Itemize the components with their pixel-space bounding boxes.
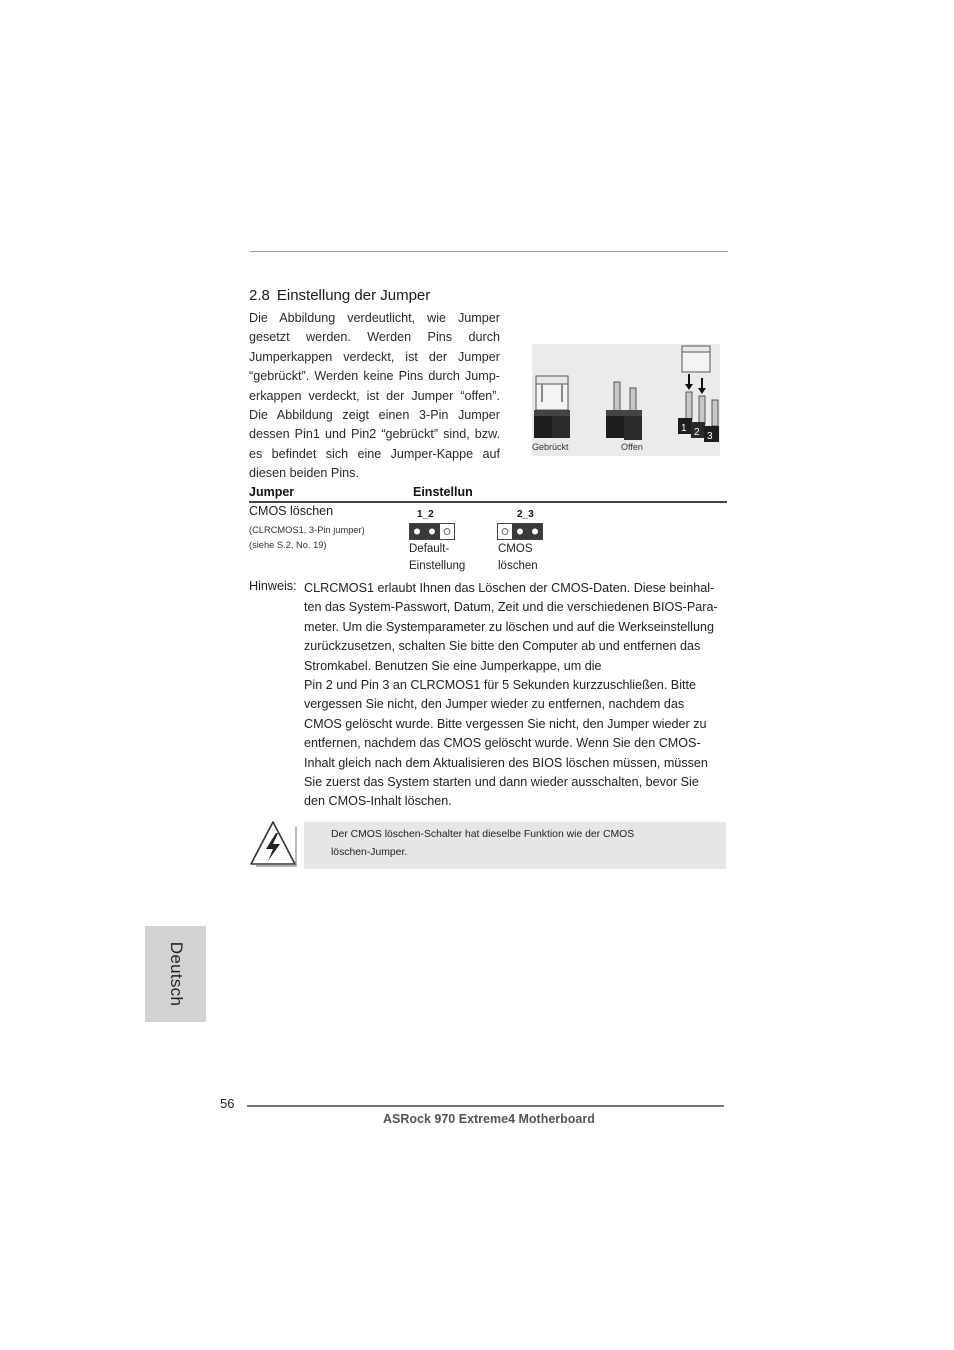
bridged-jumper-drawing [534, 376, 570, 438]
hinweis-line: vergessen Sie nicht, den Jumper wieder zu entfernen, nachdem das [304, 697, 685, 712]
hinweis-line: Stromkabel. Benutzen Sie eine Jumperkappe, um die [304, 658, 602, 673]
three-pin-jumper-drawing [678, 346, 719, 442]
jumper-diagram [532, 344, 720, 456]
hinweis-line: entfernen, nachdem das CMOS gelöscht wurde. Wenn Sie den CMOS- [304, 736, 701, 751]
section-number: 2.8 [249, 287, 270, 304]
row-jumper-name: CMOS löschen [249, 504, 334, 518]
intro-line: es befindet sich eine Jumper-Kappe auf [249, 446, 500, 461]
note-box [304, 822, 726, 869]
pin-number-1: 1 [681, 423, 687, 434]
row-jumper-details [249, 523, 365, 552]
hinweis-line: CMOS gelöscht wurde. Bitte vergessen Sie nicht, den Jumper wieder zu [304, 716, 707, 731]
language-tab-label: Deutsch [166, 941, 186, 1007]
section-heading [249, 287, 430, 304]
pins-label-default: 1_2 [417, 509, 434, 520]
setting-clear-line2: löschen [498, 560, 538, 572]
top-divider [250, 251, 728, 252]
hinweis-line: den CMOS-Inhalt löschen. [304, 794, 452, 809]
label-bridged: Gebrückt [532, 442, 569, 452]
pin-number-2: 2 [694, 427, 700, 438]
table-header-jumper: Jumper [249, 485, 295, 499]
note-text [331, 826, 634, 862]
intro-line: Die Abbildung zeigt einen 3-Pin Jumper [249, 408, 500, 423]
hinweis-paragraph [304, 579, 727, 812]
table-header-rule [249, 501, 727, 503]
table-header-setting: Einstellun [413, 485, 473, 499]
setting-default-line1: Default- [409, 543, 450, 555]
warning-icon [248, 819, 298, 867]
note-line: löschen-Jumper. [331, 847, 408, 858]
intro-line: erkappen verdeckt, ist der Jumper “offen”. [249, 388, 500, 403]
intro-paragraph [249, 309, 500, 484]
hinweis-line: meter. Um die Systemparameter zu löschen und auf die Werkseinstellung [304, 619, 714, 634]
section-title: Einstellung der Jumper [276, 287, 431, 304]
intro-line: diesen beiden Pins. [249, 466, 359, 481]
footer-divider [247, 1105, 724, 1107]
page-number: 56 [220, 1096, 235, 1111]
open-jumper-drawing [606, 382, 642, 440]
pin-number-3: 3 [707, 431, 713, 442]
row-detail-line: (CLRCMOS1, 3-Pin jumper) [249, 525, 365, 535]
intro-line: dessen Pin1 und Pin2 “gebrückt” sind, bzw. [249, 427, 500, 442]
label-open: Offen [621, 442, 643, 452]
intro-line: gesetzt werden. Werden Pins durch [249, 330, 500, 345]
intro-line: “gebrückt”. Werden keine Pins durch Jump- [249, 369, 500, 384]
hinweis-line: Sie zuerst das System starten und dann wieder ausschalten, bevor Sie [304, 775, 699, 790]
row-detail-line: (siehe S.2, No. 19) [249, 539, 327, 550]
hinweis-label: Hinweis: [249, 579, 297, 593]
note-line: Der CMOS löschen-Schalter hat dieselbe Funktion wie der CMOS [331, 829, 635, 840]
footer-product: ASRock 970 Extreme4 Motherboard [383, 1112, 595, 1126]
hinweis-line: Pin 2 und Pin 3 an CLRCMOS1 für 5 Sekunden kurzzuschließen. Bitte [304, 678, 697, 693]
hinweis-line: zurückzusetzen, schalten Sie bitte den Computer ab und entfernen das [304, 639, 701, 654]
hinweis-line: ten das System-Passwort, Datum, Zeit und die verschiedenen BIOS-Para- [304, 600, 718, 615]
setting-clear-line1: CMOS [498, 543, 533, 555]
hinweis-line: CLRCMOS1 erlaubt Ihnen das Löschen der CMOS-Daten. Diese beinhal- [304, 581, 715, 595]
intro-line: Jumperkappen verdeckt, ist der Jumper [249, 349, 500, 364]
intro-line: Die Abbildung verdeutlicht, wie Jumper [249, 311, 500, 325]
language-tab [145, 926, 206, 1022]
hinweis-line: Inhalt gleich nach dem Aktualisieren des BIOS löschen müssen, müssen [304, 755, 708, 770]
jumper-illustration [532, 344, 720, 456]
setting-default-line2: Einstellung [409, 560, 466, 572]
pin-header-2-3-icon [497, 523, 543, 540]
setting-clear [497, 509, 557, 575]
pins-label-clear: 2_3 [517, 509, 534, 520]
pin-header-1-2-icon [409, 523, 455, 540]
setting-default [409, 509, 469, 575]
